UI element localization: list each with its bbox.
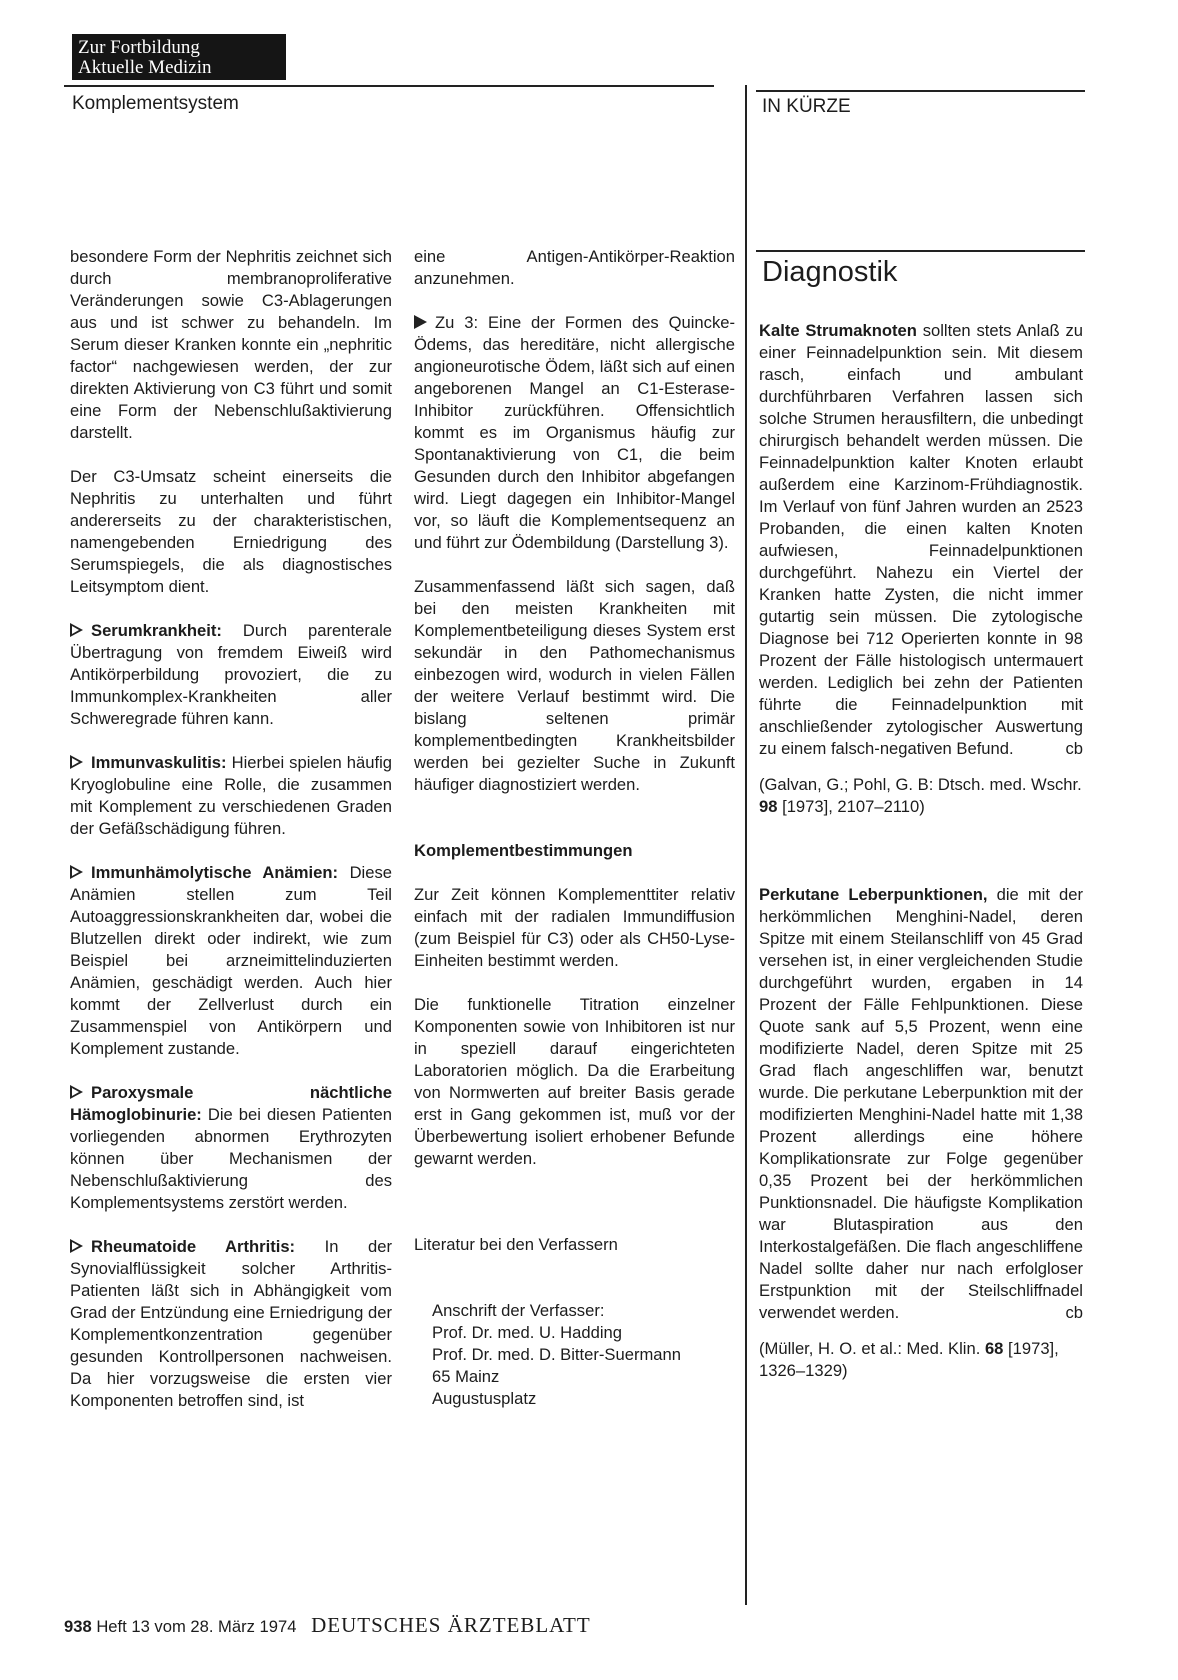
term: Serumkrankheit: [91, 621, 222, 640]
col2-paragraph-2 [414, 312, 735, 554]
term: Rheumatoide Arthritis: [91, 1237, 296, 1256]
filled-triangle-icon [414, 315, 427, 329]
header-rule-left [64, 85, 714, 87]
term-text: In der Synovialflüssigkeit solcher Arthritis-Patienten läßt sich in Abhängigkeit vom Grad der Entzündung eine Erniedrigung der Komplementkonzentration gegenüber gesunden Kontrollpersonen nachweisen. Da hier vorzugsweise die ersten vier Komponenten betroffen sind, ist [70, 1237, 392, 1410]
col1-arthritis [70, 1236, 392, 1412]
article-lead: Kalte Strumaknoten [759, 321, 917, 340]
section-label-line2: Aktuelle Medizin [78, 57, 212, 78]
term-text: Durch parenterale Übertragung von fremdem Eiweiß wird Antikörperbildung provoziert, die zu Immunkomplex-Krankheiten aller Schweregrade führen kann. [70, 621, 392, 728]
reference-mueller [759, 1338, 1083, 1382]
column-divider [745, 85, 747, 1605]
author-signature: cb [1065, 1303, 1083, 1322]
col1-anaemien [70, 862, 392, 1060]
open-triangle-icon [70, 1239, 83, 1253]
section-label-box [72, 34, 286, 80]
col1-paragraph-1: besondere Form der Nephritis zeichnet sich durch membranoproliferative Veränderungen sowie C3-Ablagerungen aus und ist schwer zu behandeln. Im Serum dieser Kranken konnte ein „nephritic factor“ nachgewiesen werden, der zur direkten Aktivierung von C3 führt und somit eine Form der Nebenschlußaktivierung darstellt. [70, 247, 392, 442]
reference-text: (Galvan, G.; Pohl, G. B: Dtsch. med. Wschr. [759, 775, 1082, 794]
article-leberpunktionen [759, 884, 1083, 1324]
section-label-line1: Zur Fortbildung [78, 37, 200, 58]
col1-serumkrankheit [70, 620, 392, 730]
col2-lead: Zu 3: [435, 313, 479, 332]
column-1 [70, 246, 392, 1434]
article-lead: Perkutane Leberpunktionen, [759, 885, 988, 904]
open-triangle-icon [70, 1085, 83, 1099]
term-text: Diese Anämien stellen zum Teil Autoaggressionskrankheiten dar, wobei die Blutzellen direkt oder indirekt, wie zum Beispiel bei arzneimittelinduzierten Anämien, geschädigt werden. Auch hier kommt der Zellverlust durch ein Zusammenspiel von Antikörpern und Komplement zustande. [70, 863, 392, 1058]
author-signature: cb [1065, 739, 1083, 758]
literature-note: Literatur bei den Verfassern [414, 1235, 618, 1254]
diagnostik-heading: Diagnostik [762, 256, 898, 288]
address-line: 65 Mainz [432, 1367, 500, 1386]
open-triangle-icon [70, 755, 83, 769]
col1-immunvaskulitis [70, 752, 392, 840]
address-line: Augustusplatz [432, 1389, 537, 1408]
address-line: Prof. Dr. med. D. Bitter-Suermann [432, 1345, 681, 1364]
page-footer [64, 1613, 591, 1638]
article-strumaknoten [759, 320, 1083, 760]
col2-paragraph-5: Die funktionelle Titration einzelner Komponenten sowie von Inhibitoren ist nur in speziell darauf eingerichteten Laboratorien möglich. Da die Erarbeitung von Normwerten auf breiter Basis gerade erst in Gang gekommen ist, muß vor der Überbewertung isoliert erhobener Befunde gewarnt werden. [414, 995, 735, 1168]
page-number: 938 [64, 1617, 92, 1636]
term: Immunvaskulitis: [91, 753, 227, 772]
open-triangle-icon [70, 865, 83, 879]
author-address [414, 1300, 735, 1410]
article-text: die mit der herkömmlichen Menghini-Nadel, deren Spitze mit einem Steilanschliff von 45 Grad versehen ist, in einer vergleichenden Studie durchgeführt wurden, ergaben in 14 Prozent der Fälle Fehlpunktionen. Diese Quote sank auf 5,5 Prozent, wenn eine modifizierte Nadel, deren Spitze mit 25 Grad flach angeschliffen war, benutzt wurde. Die perkutane Leberpunktion mit der modifizierten Menghini-Nadel hatte mit 1,38 Prozent allerdings eine höhere Komplikationsrate zur Folge gegenüber 0,35 Prozent bei der herkömmlichen Punktionsnadel. Die häufigste Komplikation war Blutaspiration aus den Interkostalgefäßen. Die flach angeschliffene Nadel sollte daher nur nach erfolgloser Erstpunktion mit der Steilschliffnadel verwendet werden. [759, 885, 1084, 1322]
col2-paragraph-3: Zusammenfassend läßt sich sagen, daß bei den meisten Krankheiten mit Komplementbeteiligung dieses System erst sekundär in den Pathomechanismus einbezogen wird, wodurch in vielen Fällen der weitere Verlauf bestimmt wird. Die bislang seltenen primär komplementbedingten Krankheitsbilder werden bei gezielter Suche in Zukunft häufiger diagnostiziert werden. [414, 577, 735, 794]
col1-haemoglobinurie [70, 1082, 392, 1214]
term-text: Hierbei spielen häufig Kryoglobuline eine Rolle, die zusammen mit Komplement zu verschiedenen Graden der Gefäßschädigung führen. [70, 753, 392, 838]
article-text: sollten stets Anlaß zu einer Feinnadelpunktion sein. Mit diesem rasch, einfach und ambulant durchführbaren Verfahren lassen sich solche Strumen herausfiltern, die unbedingt chirurgisch behandelt werden müssen. Die Feinnadelpunktion kalter Knoten erlaubt außerdem eine Karzinom-Frühdiagnostik. Im Verlauf von fünf Jahren wurden an 2523 Probanden, die einen kalten Knoten aufwiesen, Feinnadelpunktionen durchgeführt. Nahezu ein Viertel der Kranken hatte Zysten, die nicht immer gutartig sein müssen. Die zytologische Diagnose bei 712 Operierten konnte in 98 Prozent der Fälle histologisch untermauert werden. Lediglich bei zehn der Patienten führte die Feinnadelpunktion mit anschließender zytologischer Auswertung zu einem falsch-negativen Befund. [759, 321, 1083, 758]
topic-label: Komplementsystem [72, 93, 239, 114]
column-3 [759, 320, 1083, 1404]
header-rule-right [756, 90, 1085, 92]
col1-paragraph-2: Der C3-Umsatz scheint einerseits die Nephritis zu unterhalten und führt andererseits zu der charakteristischen, namengebenden Erniedrigung des Serumspiegels, die als diagnostisches Leitsymptom dient. [70, 467, 392, 596]
term: Paroxysmale nächtliche Hämoglobinurie: [70, 1083, 392, 1124]
issue-info: Heft 13 vom 28. März 1974 [96, 1617, 297, 1636]
reference-text: [1973], 1326–1329) [759, 1339, 1059, 1380]
reference-text: [1973], 2107–2110) [777, 797, 925, 816]
diagnostik-rule [756, 250, 1085, 252]
open-triangle-icon [70, 623, 83, 637]
column-2 [414, 246, 735, 1410]
journal-name: DEUTSCHES ÄRZTEBLATT [311, 1613, 591, 1637]
reference-volume: 68 [984, 1339, 1004, 1358]
in-kuerze-label: IN KÜRZE [762, 96, 851, 117]
col2-paragraph-2-text: Eine der Formen des Quincke-Ödems, das hereditäre, nicht allergische angioneurotische Ödem, läßt sich auf einen angeborenen Mangel an C1-Esterase-Inhibitor zurückführen. Offensichtlich kommt es im Organismus häufig zur Spontanaktivierung von C1, die beim Gesunden durch den Inhibitor abgefangen wird. Liegt dagegen ein Inhibitor-Mangel vor, so läuft die Komplementsequenz an und führt zur Ödembildung (Darstellung 3). [414, 313, 735, 552]
subheading-komplementbestimmungen: Komplementbestimmungen [414, 841, 633, 860]
address-line: Prof. Dr. med. U. Hadding [432, 1323, 622, 1342]
address-line: Anschrift der Verfasser: [432, 1301, 605, 1320]
col2-paragraph-1: eine Antigen-Antikörper-Reaktion anzunehmen. [414, 247, 735, 288]
term-text: Die bei diesen Patienten vorliegenden abnormen Erythrozyten können über Mechanismen der Nebenschlußaktivierung des Komplementsystems zerstört werden. [70, 1105, 392, 1212]
col2-paragraph-4: Zur Zeit können Komplementtiter relativ einfach mit der radialen Immundiffusion (zum Beispiel für C3) oder als CH50-Lyse-Einheiten bestimmt werden. [414, 885, 735, 970]
reference-volume: 98 [759, 797, 778, 816]
reference-text: (Müller, H. O. et al.: Med. Klin. [759, 1339, 985, 1358]
reference-galvan [759, 774, 1083, 818]
term: Immunhämolytische Anämien: [91, 863, 338, 882]
